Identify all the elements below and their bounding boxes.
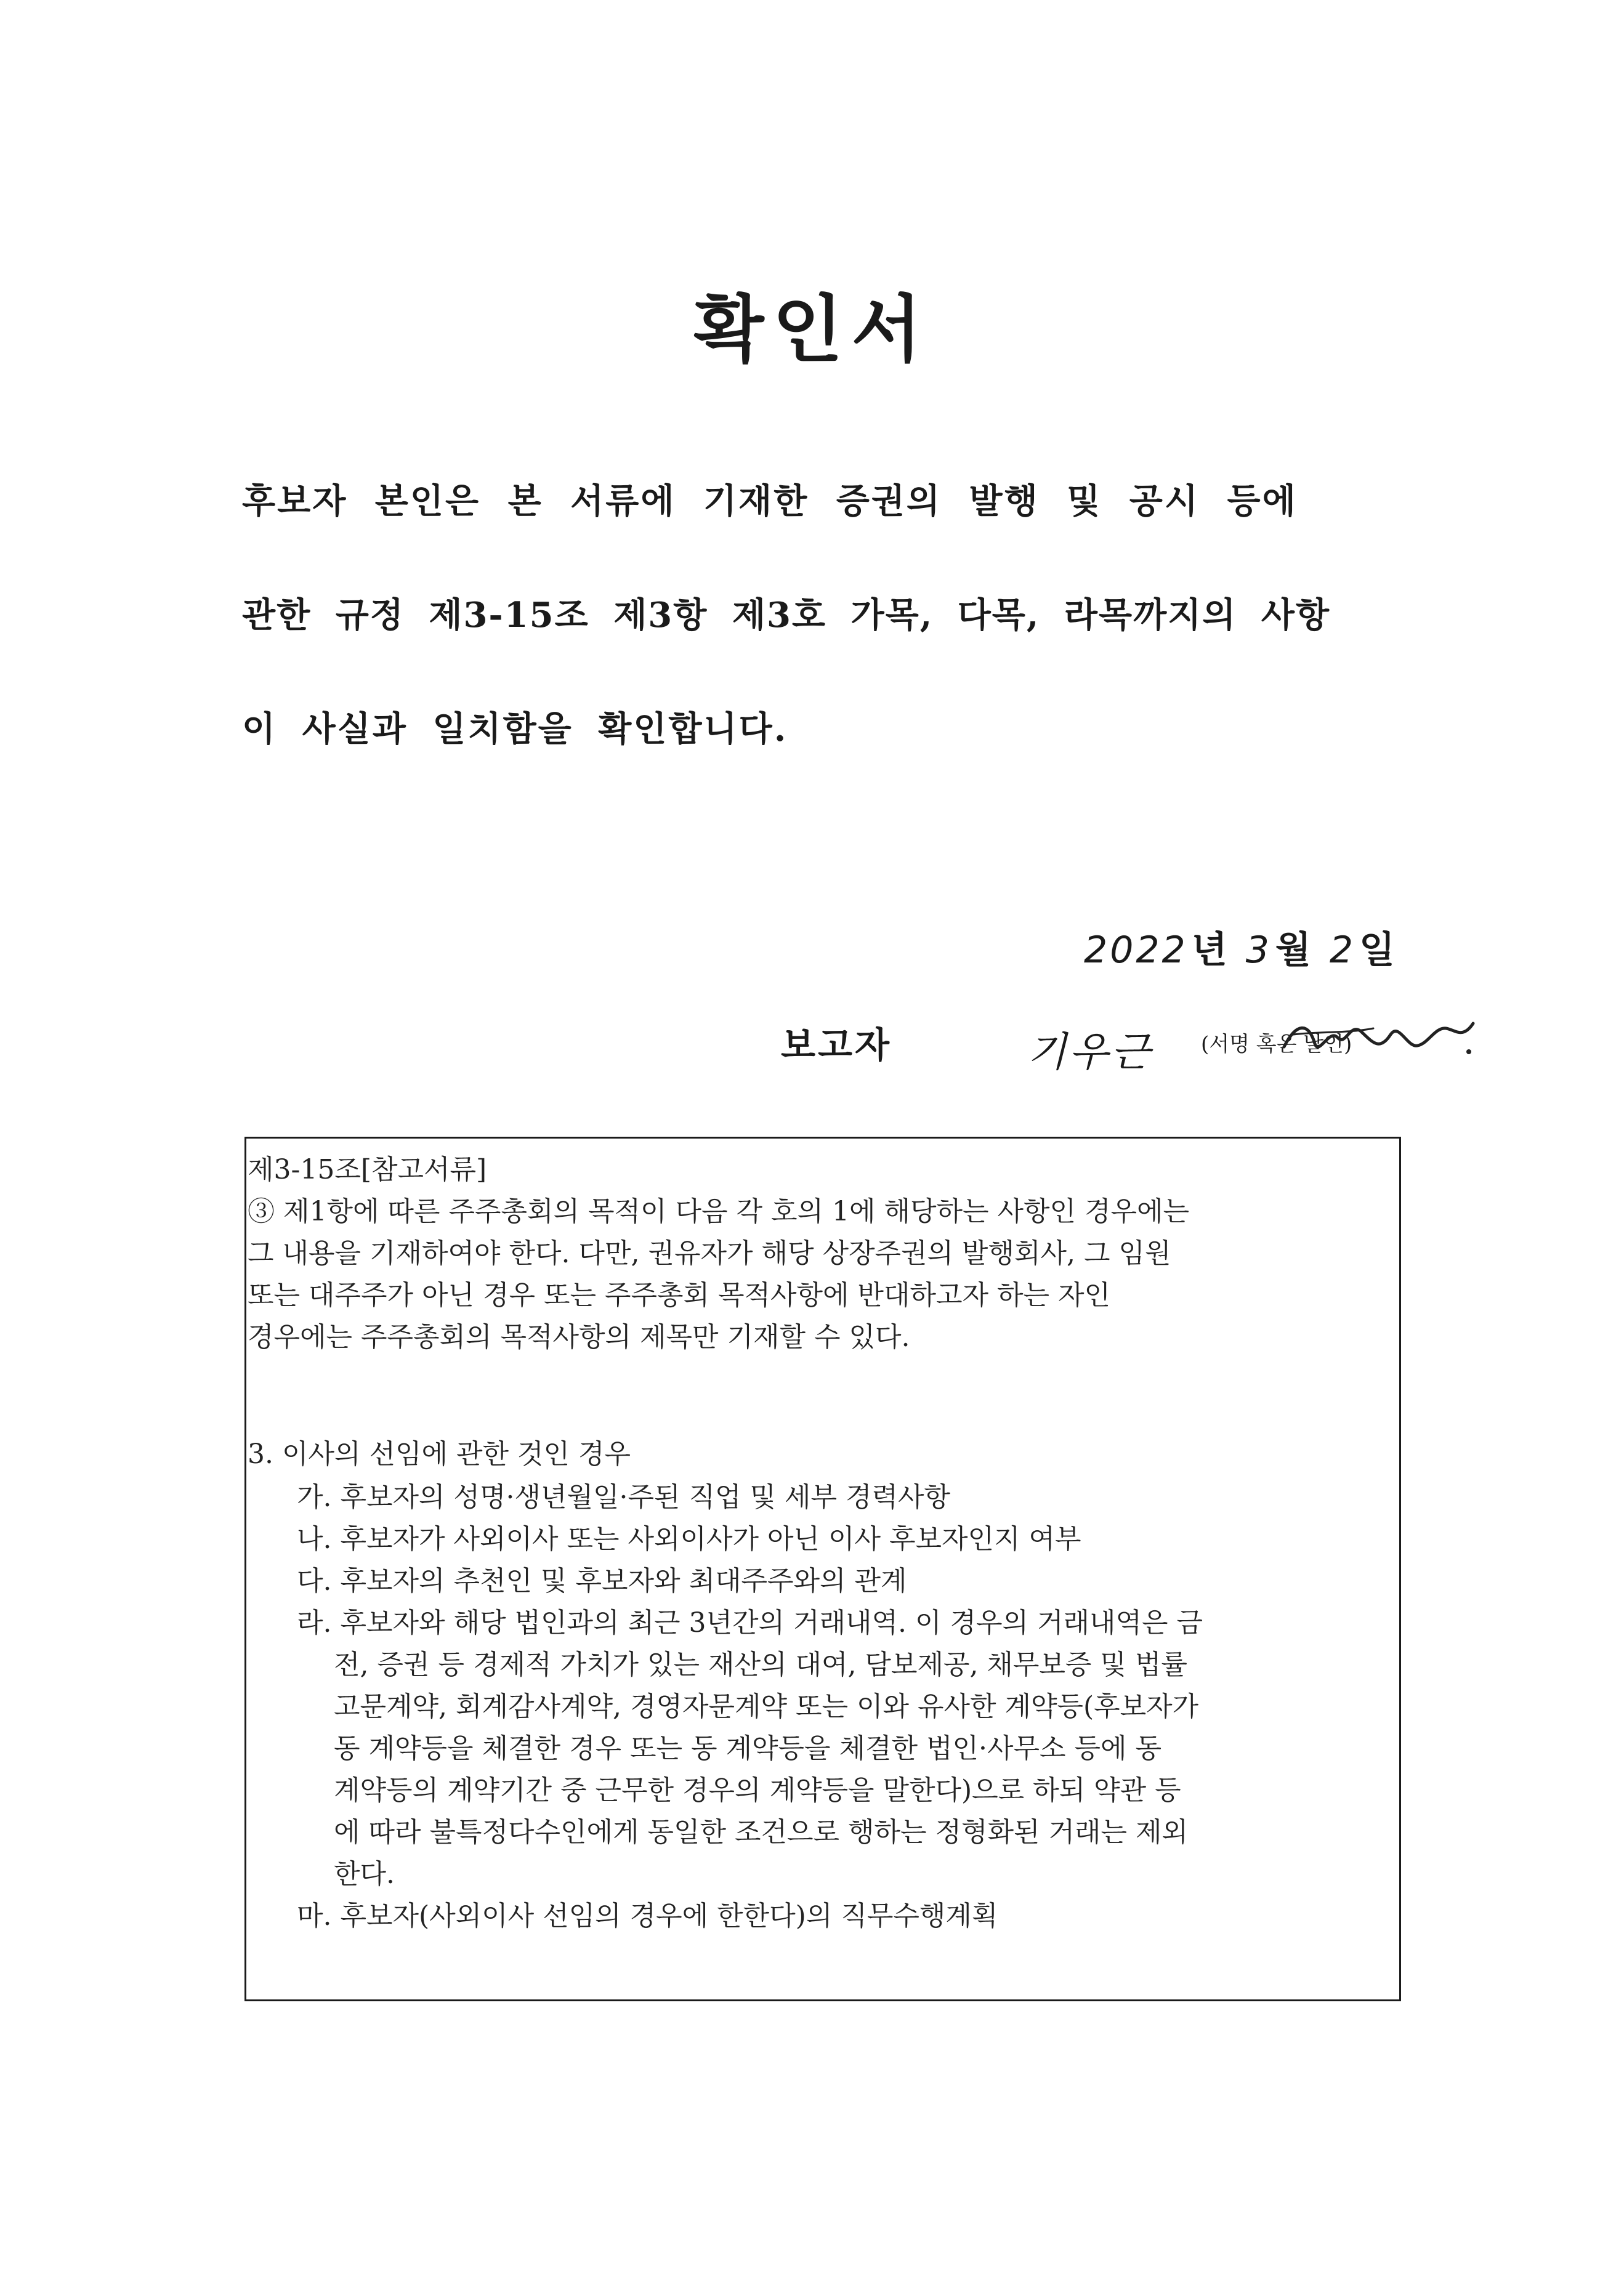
reference-sub-item: 나. 후보자가 사외이사 또는 사외이사가 아닌 이사 후보자인지 여부 [297,1523,1081,1555]
statement-line-2: 관한 규정 제3-15조 제3항 제3호 가목, 다목, 라목까지의 사항 [242,595,1331,635]
reference-sub-item: 다. 후보자의 추천인 및 후보자와 최대주주와의 관계 [297,1565,907,1597]
date-day-unit: 일 [1359,929,1395,972]
reference-item-ra-line: 에 따라 불특정다수인에게 동일한 조건으로 행하는 정형화된 거래는 제외 [334,1817,1189,1848]
reference-item-ma: 마. 후보자(사외이사 선임의 경우에 한한다)의 직무수행계획 [297,1900,998,1932]
date-month-unit: 월 [1275,929,1311,972]
date-month: 3 [1245,929,1272,972]
reference-paragraph-line: 또는 대주주가 아닌 경우 또는 주주총회 목적사항에 반대하고자 하는 자인 [248,1280,1110,1311]
reference-heading: 제3-15조[참고서류] [248,1154,487,1185]
reference-paragraph-line: 경우에는 주주총회의 목적사항의 제목만 기재할 수 있다. [248,1321,910,1353]
reference-paragraph-line: ③ 제1항에 따른 주주총회의 목적이 다음 각 호의 1에 해당하는 사항인 경우에는 [248,1196,1189,1227]
date-day: 2 [1329,929,1356,972]
reference-item-ra-line: 계약등의 계약기간 중 근무한 경우의 계약등을 말한다)으로 하되 약관 등 [334,1775,1181,1806]
reference-item-ra-line: 라. 후보자와 해당 법인과의 최근 3년간의 거래내역. 이 경우의 거래내역은 금 [297,1607,1203,1639]
reference-paragraph-line: 그 내용을 기재하여야 한다. 다만, 권유자가 해당 상장주권의 발행회사, 그 임원 [248,1238,1171,1269]
reference-sub-item: 가. 후보자의 성명·생년월일·주된 직업 및 세부 경력사항 [297,1482,950,1513]
document-title: 확인서 [693,286,931,372]
reference-item-heading: 3. 이사의 선임에 관한 것인 경우 [248,1438,631,1470]
date-year: 2022 [1084,929,1188,972]
signature-scribble [1281,1010,1478,1065]
reference-item-ra-line: 고문계약, 회계감사계약, 경영자문계약 또는 이와 유사한 계약등(후보자가 [334,1691,1199,1722]
sign-note: (서명 혹은 날인) [1201,1032,1352,1057]
statement-line-3: 이 사실과 일치함을 확인합니다. [242,709,788,749]
reference-item-ra-line: 동 계약등을 체결한 경우 또는 동 계약등을 체결한 법인·사무소 등에 동 [334,1733,1161,1764]
statement-line-1: 후보자 본인은 본 서류에 기재한 증권의 발행 및 공시 등에 [242,481,1298,522]
date-line [1084,921,1395,974]
reporter-label: 보고자 [781,1024,892,1066]
reference-item-ra-line: 전, 증권 등 경제적 가치가 있는 재산의 대여, 담보제공, 채무보증 및 법률 [334,1649,1187,1680]
reference-box [244,1137,1401,2001]
reference-item-ra-line: 한다. [334,1858,395,1890]
reporter-name: 기우근 [1027,1028,1153,1076]
date-year-unit: 년 [1191,929,1227,972]
